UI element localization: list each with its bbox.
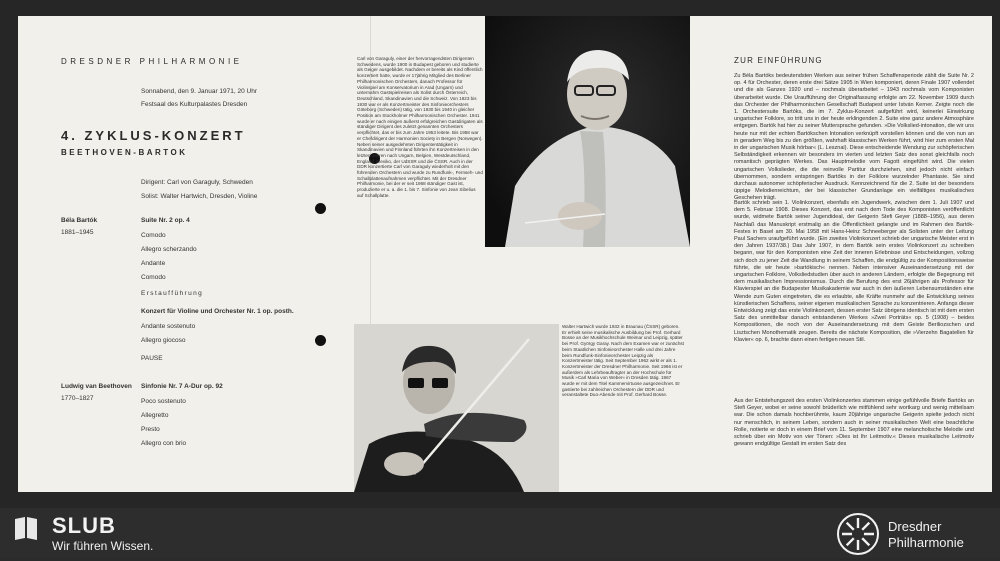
movement: Andante: [141, 260, 166, 267]
movement: Presto: [141, 426, 160, 433]
work-title: Sinfonie Nr. 7 A-Dur op. 92: [141, 383, 223, 390]
soloist-line: Solist: Walter Hartwich, Dresden, Violine: [141, 193, 258, 200]
philharmonie-logo-line2: Philharmonie: [888, 535, 964, 550]
punch-hole: [315, 203, 326, 214]
pause-label: PAUSE: [141, 355, 163, 362]
composer-years: 1881–1945: [61, 229, 94, 236]
concert-title: 4. ZYKLUS-KONZERT: [61, 128, 246, 143]
footer-bar: [0, 508, 1000, 558]
movement: Allegro con brio: [141, 440, 187, 447]
slub-tagline: Wir führen Wissen.: [52, 539, 154, 553]
philharmonie-logo-icon: [836, 512, 880, 556]
slub-book-icon: [12, 514, 40, 542]
orchestra-name: DRESDNER PHILHARMONIE: [61, 57, 243, 66]
intro-paragraph: Aus der Entstehungszeit des ersten Violinkonzertes stammen einige gefühlvolle Briefe Bartóks an Stefi Geyer, wobei er seine sowohl brüderlich wie mitfühlend sehr wortkarg und wenig mitteilsam war. Die schon damals hochberühmte, kaum 20jährige ungarische Geigerin spielte jedoch nicht nur menschlich, in seinem Leben, sondern auch in seiner musikalischen Welt eine beachtliche Rolle, notierte er doch in einem Brief vom 11. September 1907 eine melancholische Melodie und schrieb über ein Motiv von vier Tönen: »Dies ist Ihr Leitmotiv.« Dieses musikalische Leitmotiv gewann endgültige Gestalt im ersten Satz des: [734, 398, 974, 448]
soloist-photo: [354, 324, 559, 492]
slub-logo: SLUB: [52, 513, 116, 538]
conductor-line: Dirigent: Carl von Garaguly, Schweden: [141, 179, 253, 186]
composer-name: Béla Bartók: [61, 217, 98, 224]
intro-heading: ZUR EINFÜHRUNG: [734, 56, 823, 65]
movement: Andante sostenuto: [141, 323, 196, 330]
concert-venue: Festsaal des Kulturpalastes Dresden: [141, 101, 248, 108]
premiere-note: Erstaufführung: [141, 290, 204, 297]
conductor-photo: [485, 16, 690, 247]
concert-date: Sonnabend, den 9. Januar 1971, 20 Uhr: [141, 88, 258, 95]
intro-paragraph: Bartók schrieb sein 1. Violinkonzert, ebenfalls ein Jugendwerk, zwischen dem 1. Juli 1907 und dem 5. Februar 1908. Dieses Konzert, das erst nach dem Tode des Komponisten veröffentlicht wurde, widmete Bartók seiner Jugendideal, der Geigerin Stefi Geyer (1888–1956), aus deren Nachlaß das Manuskript erstmalig an die Öffentlichkeit gelangte und im Rahmen des Bartók-Festes in Basel am 30. Mai 1958 mit Hans-Heinz Schneeberger als Solisten unter der Leitung Paul Sachers uraufgeführt wurde. (Ein zweites Violinkonzert schrieb der ungarische Meister erst in den Jahren 1937/38.) Das Jahr 1907, in dem Bartók sein erstes Violinkonzert zu schreiben begann, war für den Komponisten eine Zeit der inneren Erlebnisse und Entscheidungen, vollzog sich doch zu jener Zeit die Wandlung in seinem Schaffen, die endgültig zu der Kompositionsweise führte, die wir heute »bartókisch« nennen. Neben intensiver Auseinandersetzung mit der ungarischen Folklore, Volksliedstudien über auch in anderen Ländern, erfolgte die Begegnung mit dem musikalischen Impressionismus. Durch die Berufung des erst 26jährigen als Professor für Klavierspiel an die Budapester Musikakademie war auch in den äußeren Lebensumständen eine Wende zum Guten eingetreten, die es erlaubte, alle Kräfte nunmehr auf die Entwicklung seines künstlerischen Schaffens, seiner eigenen musikalischen Sprache zu konzentrieren. Anfangs dieser Entwicklung zeigt das erste Violinkonzert, dessen erster Satz übrigens identisch ist mit dem ersten Satz des unmittelbar danach entstandenen Werkes »Zwei Porträts« op. 5 (1908) – beides Kompositionen, die noch von der Auseinandersetzung mit dem Geiste Beriliozschen und Lisztschen Monothematik zeugen. Bereits die nächste Komposition, die »Vierzehn Bagatellen für Klavier« op. 6, brachte dann einen fertigen neuen Stil.: [734, 200, 974, 343]
movement: Poco sostenuto: [141, 398, 186, 405]
movement: Allegretto: [141, 412, 169, 419]
movement: Comodo: [141, 274, 166, 281]
punch-hole: [315, 335, 326, 346]
concert-subtitle: BEETHOVEN-BARTOK: [61, 148, 188, 157]
composer-name: Ludwig van Beethoven: [61, 383, 132, 390]
intro-paragraph: Zu Béla Bartóks bedeutendsten Werken aus seiner frühen Schaffensperiode zählt die Suite Nr. 2 op. 4 für Orchester, deren erste drei Sätze 1905 in Wien komponiert, deren Finale 1907 vollendet und die als Ganzes 1920 und – nochmals überarbeitet – 1943 nochmals vom Komponisten überarbeitet wurde. Die Uraufführung der Originalfassung erfolgte am 22. November 1909 durch das Orchester der Philharmonischen Gesellschaft Budapest unter István Kerner. Zeigte noch die 1. Orchestersuite Bartóks, die im 7. Zyklus-Konzert aufgeführt wird, keinerlei Einwirkung ungarischer Folklore, so tritt uns in der heute erklingenden 2. Suite eine ganz andere Atmosphäre entgegen. Bartók hat hier zu seiner Muttersprache gefunden. »Die Volkslied-intonation, die wir uns heute nur mit der echten Bartókschen Intonation verknüpft vorstellen können und die von nun an in geradem Weg bis zu den größten, wahrhaft klassischen Werken führt, wird hier zum ersten Mal in der ungarischen Musik hörbar« (L. Lesznai). Diese entscheidende Wendung zur schöpferischen Selbständigkeit erkennen wir besonders im vierten und letzten Satz des sonst gleichfalls noch romantisch geprägten Werkes. Das Hauptmelodie vom Fagott eingeführt wird. Die vielen ungarischen Volkslieder, die die reinvolle Partitur durchziehen, sind jedoch nicht einfach übernommen, sondern entspringen Bartóks in der Folklore wurzelnder Phantasie. Sie sind durchaus autonomer schöpferischer Ausdruck. Kennzeichnend für die 2. Suite ist der besonders üppige Melodienreichtum, der bei klassischer Grundanlage ein vielfältiges musikalisches Geschehen trägt.: [734, 73, 974, 202]
movement: Allegro scherzando: [141, 246, 197, 253]
composer-years: 1770–1827: [61, 395, 94, 402]
work-title: Suite Nr. 2 op. 4: [141, 217, 190, 224]
conductor-bio: Carl von Garaguly, einer der hervorragendsten Dirigenten Schwedens, wurde 1900 in Budapest geboren und studierte als Geiger ausgebildet. Nachdem er bereits als Kind öffentlich konzertiert hatte, wurde er 17jährig Mitglied des Berliner Philharmonischen Orchesters, danach Professor für Violinspiel am Konservatorium in Arad (Ungarn) und unternahm Gastspielreisen als Solist durch Österreich, Deutschland, Skandinavien und die Schweiz. Von 1923 bis 1930 war er als Konzertmeister des Sinfonieorchesters Göteborg (Schweden) tätig, von 1930 bis 1940 in gleicher Position am Stockholmer Philharmonischen Orchester. 1941 wurde er nach einigen äußerst erfolgreichen Gastdirigaten als ständiger Dirigent des zuletzt genannten Orchesters verpflichtet, das er bis zum Jahre 1953 leitete. Bis 1958 war er Chefdirigent der Harmonien Society in Bergen (Norwegen). Neben seiner ausgedehnten Dirigententätigkeit in Skandinavien und Finnland führten ihn Konzertreisen in den letzten Jahren nach Ungarn, Belgien, Westdeutschland, England, Mexiko, der UdSSR und die ČSSR. Auch in der DDR konzertierte Carl von Garaguly wiederholt mit den führenden Orchestern und wurde zu Rundfunk-, Fernseh- und Schallplattenaufnahmen verpflichtet. Mit der Dresdner Philharmonie, bei der er seit 1968 ständiger Gast ist, produzierte er u. a. die 1. bis 7. Sinfonie von Jean Sibelius auf Schallplatte.: [357, 56, 483, 198]
work-title: Konzert für Violine und Orchester Nr. 1 op. posth.: [141, 308, 294, 315]
philharmonie-logo-line1: Dresdner: [888, 519, 942, 534]
movement: Allegro giocoso: [141, 337, 186, 344]
movement: Comodo: [141, 232, 166, 239]
soloist-bio: Walter Hartwich wurde 1932 in Braunau (ČSSR) geboren. Er erhielt seine musikalische Ausbildung bei Prof. Gerhard Bosse an der Musikhochschule Weimar und Leipzig, später bei Prof. György Garay. Nach dem Examen war er zunächst beim Staatlichen Sinfonieorchester Halle und drei Jahre beim Rundfunk-Sinfonieorchester Leipzig als Konzertmeister tätig. Seit September 1962 wirkt er als 1. Konzertmeister der Dresdner Philharmonie. Seit 1966 ist er außerdem als Lehrbeauftragter an der Hochschule für Musik »Carl Maria von Weber« in Dresden tätig. 1967 wurde er mit dem Titel Kammervirtuose ausgezeichnet. Er gastierte bei zahlreichen Orchestern der DDR und veranstaltete Duo-Abende mit Prof. Gerhard Bosse.: [562, 324, 684, 398]
